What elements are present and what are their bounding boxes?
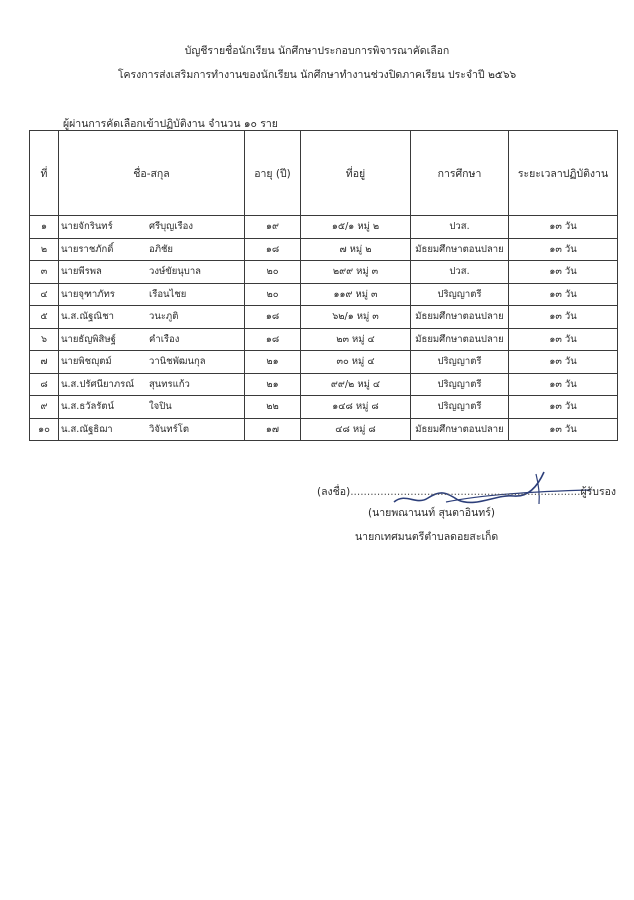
signer-name: (นายพณานนท์ สุนตาอินทร์)	[368, 507, 495, 519]
cell-duration: ๑๓ วัน	[509, 306, 618, 329]
cell-name	[59, 328, 245, 351]
signature-prefix: (ลงชื่อ)	[317, 486, 351, 498]
cell-duration: ๑๓ วัน	[509, 418, 618, 441]
column-header-name: ชื่อ-สกุล	[59, 131, 245, 216]
table-row	[30, 261, 618, 284]
table-row	[30, 306, 618, 329]
first-name: น.ส.ปรัศนียาภรณ์	[61, 378, 135, 390]
cell-address: ๓๐ หมู่ ๔	[301, 351, 411, 374]
cell-name	[59, 396, 245, 419]
first-name: นายจักรินทร์	[61, 221, 113, 233]
cell-education: มัธยมศึกษาตอนปลาย	[411, 238, 509, 261]
last-name: สุนทรแก้ว	[149, 378, 190, 390]
cell-education: ปริญญาตรี	[411, 283, 509, 306]
cell-duration: ๑๓ วัน	[509, 238, 618, 261]
table-row	[30, 351, 618, 374]
cell-name	[59, 373, 245, 396]
last-name: เรือนไชย	[149, 288, 187, 300]
last-name: วิจันทร์โต	[149, 423, 190, 435]
cell-address: ๖๒/๑ หมู่ ๓	[301, 306, 411, 329]
cell-address: ๒๙๙ หมู่ ๓	[301, 261, 411, 284]
cell-address: ๔๘ หมู่ ๘	[301, 418, 411, 441]
cell-number: ๗	[30, 351, 59, 374]
cell-duration: ๑๓ วัน	[509, 261, 618, 284]
selection-summary: ผู้ผ่านการคัดเลือกเข้าปฏิบัติงาน จำนวน ๑๐ ราย	[63, 118, 278, 130]
cell-education: มัธยมศึกษาตอนปลาย	[411, 306, 509, 329]
cell-age: ๒๑	[245, 351, 301, 374]
cell-education: มัธยมศึกษาตอนปลาย	[411, 418, 509, 441]
table-row	[30, 373, 618, 396]
cell-number: ๓	[30, 261, 59, 284]
cell-address: ๙๙/๒ หมู่ ๔	[301, 373, 411, 396]
cell-age: ๒๑	[245, 373, 301, 396]
cell-name	[59, 418, 245, 441]
cell-age: ๒๐	[245, 283, 301, 306]
signature-suffix: ผู้รับรอง	[580, 486, 617, 498]
cell-number: ๑๐	[30, 418, 59, 441]
cell-name	[59, 283, 245, 306]
cell-education: ปริญญาตรี	[411, 351, 509, 374]
last-name: วงษ์ขัยนุบาล	[149, 266, 201, 278]
last-name: คำเรือง	[149, 333, 180, 345]
first-name: นายธัญพิสิษฐ์	[61, 333, 116, 345]
signer-position: นายกเทศมนตรีตำบลดอยสะเก็ด	[355, 531, 499, 543]
table-row	[30, 238, 618, 261]
cell-number: ๖	[30, 328, 59, 351]
cell-education: ปริญญาตรี	[411, 396, 509, 419]
last-name: วนะภูติ	[149, 311, 179, 323]
column-header-education: การศึกษา	[411, 131, 509, 216]
cell-education: ปวส.	[411, 216, 509, 239]
participant-table	[29, 130, 618, 441]
table-row	[30, 418, 618, 441]
cell-education: ปวส.	[411, 261, 509, 284]
table-row	[30, 283, 618, 306]
first-name: น.ส.ธวัลรัตน์	[61, 401, 115, 413]
last-name: ศรีบุญเรือง	[149, 221, 193, 233]
first-name: นายพีรพล	[61, 266, 102, 278]
cell-education: มัธยมศึกษาตอนปลาย	[411, 328, 509, 351]
cell-age: ๑๘	[245, 306, 301, 329]
column-header-number: ที่	[30, 131, 59, 216]
cell-number: ๒	[30, 238, 59, 261]
cell-duration: ๑๓ วัน	[509, 328, 618, 351]
document-subtitle: โครงการส่งเสริมการทำงานของนักเรียน นักศึกษาทำงานช่วงปิดภาคเรียน ประจำปี ๒๕๖๖	[117, 69, 517, 81]
table-row	[30, 216, 618, 239]
table-header-row	[30, 131, 618, 216]
signature-line: (ลงชื่อ).....................................................................ผู้รับรอง	[317, 486, 617, 498]
cell-number: ๑	[30, 216, 59, 239]
document-title: บัญชีรายชื่อนักเรียน นักศึกษาประกอบการพิจารณาคัดเลือก	[184, 45, 450, 57]
cell-duration: ๑๓ วัน	[509, 283, 618, 306]
cell-number: ๕	[30, 306, 59, 329]
cell-number: ๔	[30, 283, 59, 306]
first-name: นายราชภักดิ์	[61, 243, 114, 255]
column-header-address: ที่อยู่	[301, 131, 411, 216]
cell-name	[59, 261, 245, 284]
table-row	[30, 396, 618, 419]
cell-name	[59, 306, 245, 329]
last-name: วานิชพัฒนกุล	[149, 356, 206, 368]
cell-name	[59, 351, 245, 374]
column-header-age: อายุ (ปี)	[245, 131, 301, 216]
cell-address: ๗ หมู่ ๒	[301, 238, 411, 261]
cell-age: ๑๘	[245, 328, 301, 351]
cell-address: ๒๓ หมู่ ๔	[301, 328, 411, 351]
column-header-duration: ระยะเวลาปฏิบัติงาน	[509, 131, 618, 216]
cell-name	[59, 216, 245, 239]
cell-duration: ๑๓ วัน	[509, 351, 618, 374]
first-name: น.ส.ณัฐธิฌา	[61, 423, 113, 435]
cell-duration: ๑๓ วัน	[509, 216, 618, 239]
table-row	[30, 328, 618, 351]
cell-age: ๒๒	[245, 396, 301, 419]
last-name: อภิชัย	[149, 243, 173, 255]
cell-education: ปริญญาตรี	[411, 373, 509, 396]
first-name: นายจุฑาภัทร	[61, 288, 115, 300]
cell-address: ๑๑๙ หมู่ ๓	[301, 283, 411, 306]
cell-name	[59, 238, 245, 261]
cell-duration: ๑๓ วัน	[509, 396, 618, 419]
first-name: นายพิชญุตม์	[61, 356, 112, 368]
cell-number: ๘	[30, 373, 59, 396]
last-name: ใจปิน	[149, 401, 172, 413]
cell-age: ๑๙	[245, 216, 301, 239]
cell-address: ๑๕/๑ หมู่ ๒	[301, 216, 411, 239]
cell-address: ๑๔๘ หมู่ ๘	[301, 396, 411, 419]
first-name: น.ส.ณัฐณิชา	[61, 311, 114, 323]
cell-age: ๒๐	[245, 261, 301, 284]
cell-duration: ๑๓ วัน	[509, 373, 618, 396]
cell-age: ๑๗	[245, 418, 301, 441]
cell-number: ๙	[30, 396, 59, 419]
cell-age: ๑๘	[245, 238, 301, 261]
